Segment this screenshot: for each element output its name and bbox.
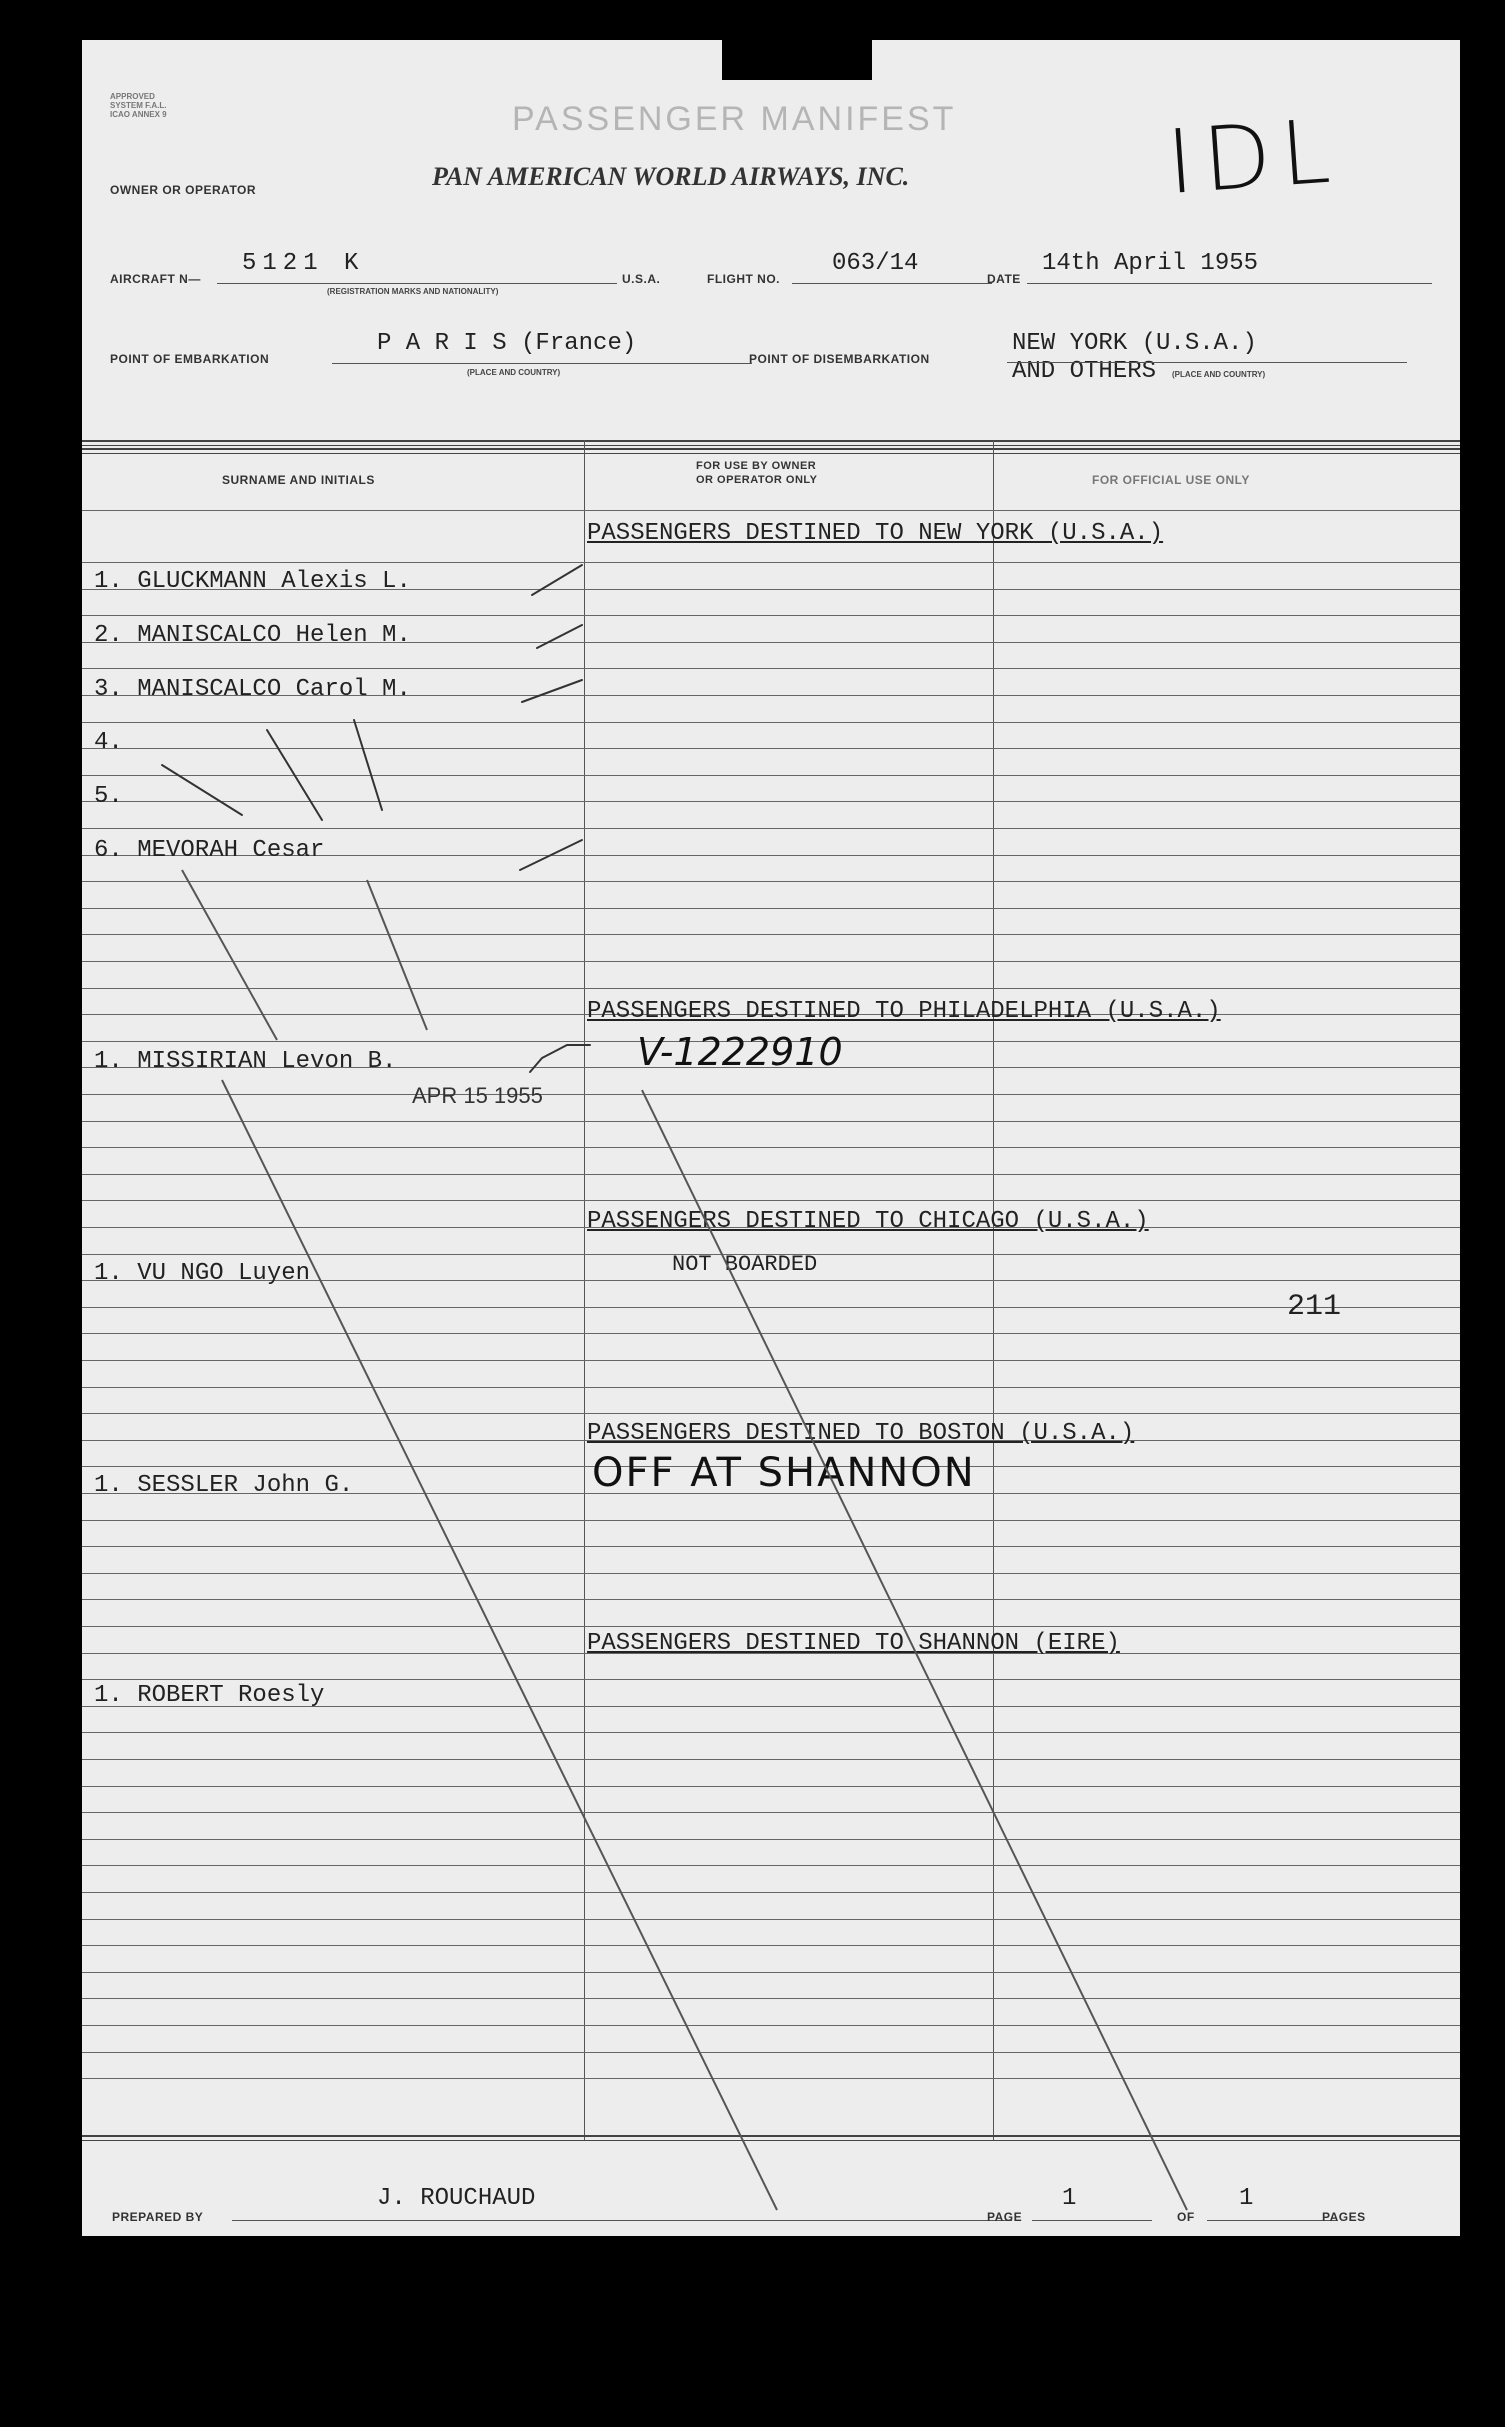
pencil-stroke bbox=[162, 765, 242, 815]
ruled-line bbox=[82, 1546, 1460, 1547]
ruled-line bbox=[82, 1121, 1460, 1122]
stamp-line-3: ICAO ANNEX 9 bbox=[110, 110, 167, 119]
date-label: DATE bbox=[987, 272, 1021, 286]
of-label: OF bbox=[1177, 2210, 1195, 2224]
ruled-line bbox=[82, 2025, 1460, 2026]
pencil-stroke bbox=[354, 720, 382, 810]
aircraft-caption: (REGISTRATION MARKS AND NATIONALITY) bbox=[327, 287, 499, 296]
check-mark bbox=[532, 565, 582, 595]
page-number: 1 bbox=[1062, 2185, 1077, 2212]
flight-underline bbox=[792, 283, 992, 284]
ruled-line bbox=[82, 1786, 1460, 1787]
ruled-line bbox=[82, 961, 1460, 962]
page-title: PASSENGER MANIFEST bbox=[512, 100, 957, 138]
ruled-line bbox=[82, 1573, 1460, 1574]
usa-label: U.S.A. bbox=[622, 272, 661, 286]
ruled-line bbox=[82, 748, 1460, 749]
ruled-line bbox=[82, 1812, 1460, 1813]
ruled-line bbox=[82, 1732, 1460, 1733]
ruled-line bbox=[82, 775, 1460, 776]
handwritten-off-note: OFF AT SHANNON bbox=[592, 1450, 976, 1496]
ruled-line bbox=[82, 988, 1460, 989]
passenger-row: 5. bbox=[94, 783, 123, 810]
page-underline bbox=[1032, 2220, 1152, 2221]
ruled-line bbox=[82, 801, 1460, 802]
aircraft-registration: 5121 K bbox=[242, 250, 365, 277]
ruled-line bbox=[82, 1626, 1460, 1627]
ruled-line bbox=[82, 1413, 1460, 1414]
stamp-line-1: APPROVED bbox=[110, 92, 155, 101]
handwritten-visa-number: V-1222910 bbox=[637, 1030, 843, 1074]
ruled-line bbox=[82, 1520, 1460, 1521]
operator-name: PAN AMERICAN WORLD AIRWAYS, INC. bbox=[432, 162, 910, 191]
disembarkation-place: NEW YORK (U.S.A.) bbox=[1012, 330, 1257, 357]
group-heading-philadelphia: PASSENGERS DESTINED TO PHILADELPHIA (U.S.A.) bbox=[587, 998, 1221, 1025]
disembarkation-caption: (PLACE AND COUNTRY) bbox=[1172, 370, 1266, 379]
disembarkation-underline bbox=[1007, 362, 1407, 363]
ruled-line bbox=[82, 828, 1460, 829]
group-heading-chicago: PASSENGERS DESTINED TO CHICAGO (U.S.A.) bbox=[587, 1208, 1149, 1235]
ruled-line bbox=[82, 722, 1460, 723]
embarkation-label: POINT OF EMBARKATION bbox=[110, 352, 270, 366]
ruled-line bbox=[82, 1147, 1460, 1148]
embarkation-caption: (PLACE AND COUNTRY) bbox=[467, 368, 561, 377]
ruled-line bbox=[82, 1972, 1460, 1973]
passenger-row: 6. MEVORAH Cesar bbox=[94, 837, 325, 864]
ruled-line bbox=[82, 1094, 1460, 1095]
ruled-line bbox=[82, 562, 1460, 563]
ruled-line bbox=[82, 1919, 1460, 1920]
passenger-row: 1. ROBERT Roesly bbox=[94, 1682, 325, 1709]
date-underline bbox=[1027, 283, 1432, 284]
ruled-line bbox=[82, 668, 1460, 669]
prepared-by-label: PREPARED BY bbox=[112, 2210, 204, 2224]
cancel-stroke bbox=[367, 880, 427, 1030]
ruled-line bbox=[82, 881, 1460, 882]
column-header-owner-2: OR OPERATOR ONLY bbox=[696, 474, 818, 486]
ruled-line bbox=[82, 1839, 1460, 1840]
passenger-row: 1. SESSLER John G. bbox=[94, 1472, 354, 1499]
stamp-line-2: SYSTEM F.A.L. bbox=[110, 101, 167, 110]
ruled-line bbox=[82, 1387, 1460, 1388]
passenger-row: 1. MISSIRIAN Levon B. bbox=[94, 1048, 397, 1075]
total-pages: 1 bbox=[1239, 2185, 1254, 2212]
ruled-line bbox=[82, 1360, 1460, 1361]
passenger-row: 3. MANISCALCO Carol M. bbox=[94, 676, 411, 703]
ruled-line bbox=[82, 1759, 1460, 1760]
table-top-border-2 bbox=[82, 448, 1460, 454]
group-heading-new-york: PASSENGERS DESTINED TO NEW YORK (U.S.A.) bbox=[587, 520, 1164, 547]
prepared-underline bbox=[232, 2220, 1012, 2221]
page-label: PAGE bbox=[987, 2210, 1023, 2224]
table-top-border bbox=[82, 440, 1460, 446]
owner-label: OWNER OR OPERATOR bbox=[110, 183, 257, 197]
column-header-owner-1: FOR USE BY OWNER bbox=[696, 460, 817, 472]
ruled-line bbox=[82, 1599, 1460, 1600]
ruled-line bbox=[82, 934, 1460, 935]
pages-label: PAGES bbox=[1322, 2210, 1366, 2224]
ruled-line bbox=[82, 2052, 1460, 2053]
manifest-sheet bbox=[82, 40, 1460, 2236]
disembarkation-label: POINT OF DISEMBARKATION bbox=[749, 352, 930, 366]
ruled-line bbox=[82, 510, 1460, 511]
column-header-official: FOR OFFICIAL USE ONLY bbox=[1092, 473, 1250, 487]
table-bottom-border bbox=[82, 2135, 1460, 2141]
side-number: 211 bbox=[1287, 1290, 1342, 1324]
prepared-by-name: J. ROUCHAUD bbox=[377, 2185, 536, 2212]
handwritten-code: IDL bbox=[1163, 99, 1344, 214]
ruled-line bbox=[82, 1945, 1460, 1946]
ruled-line bbox=[82, 2078, 1460, 2079]
ruled-line bbox=[82, 1892, 1460, 1893]
ruled-line bbox=[82, 1200, 1460, 1201]
ruled-line bbox=[82, 1307, 1460, 1308]
flight-label: FLIGHT NO. bbox=[707, 272, 780, 286]
date-stamp: APR 15 1955 bbox=[412, 1083, 543, 1108]
passenger-row: 4. bbox=[94, 729, 123, 756]
embarkation-place: P A R I S (France) bbox=[377, 330, 637, 357]
ruled-line bbox=[82, 1998, 1460, 1999]
ruled-line bbox=[82, 615, 1460, 616]
check-mark bbox=[522, 680, 582, 702]
column-header-surname: SURNAME AND INITIALS bbox=[222, 473, 375, 487]
flight-date: 14th April 1955 bbox=[1042, 250, 1259, 277]
group-heading-boston: PASSENGERS DESTINED TO BOSTON (U.S.A.) bbox=[587, 1420, 1135, 1447]
check-mark bbox=[537, 625, 582, 648]
ruled-line bbox=[82, 1174, 1460, 1175]
pages-underline bbox=[1207, 2220, 1337, 2221]
passenger-row: 1. GLUCKMANN Alexis L. bbox=[94, 568, 411, 595]
ruled-line bbox=[82, 1333, 1460, 1334]
ruled-line bbox=[82, 1865, 1460, 1866]
flight-number: 063/14 bbox=[832, 250, 919, 277]
aircraft-underline bbox=[217, 283, 617, 284]
aircraft-label: AIRCRAFT N— bbox=[110, 272, 201, 286]
approval-stamp bbox=[110, 92, 167, 119]
disembarkation-others: AND OTHERS bbox=[1012, 358, 1157, 385]
not-boarded-note: NOT BOARDED bbox=[672, 1252, 818, 1277]
group-heading-shannon: PASSENGERS DESTINED TO SHANNON (EIRE) bbox=[587, 1630, 1120, 1657]
ruled-line bbox=[82, 908, 1460, 909]
ruled-line bbox=[82, 1679, 1460, 1680]
embarkation-underline bbox=[332, 363, 752, 364]
passenger-row: 2. MANISCALCO Helen M. bbox=[94, 622, 411, 649]
binder-clip bbox=[722, 0, 872, 80]
passenger-row: 1. VU NGO Luyen bbox=[94, 1260, 311, 1287]
